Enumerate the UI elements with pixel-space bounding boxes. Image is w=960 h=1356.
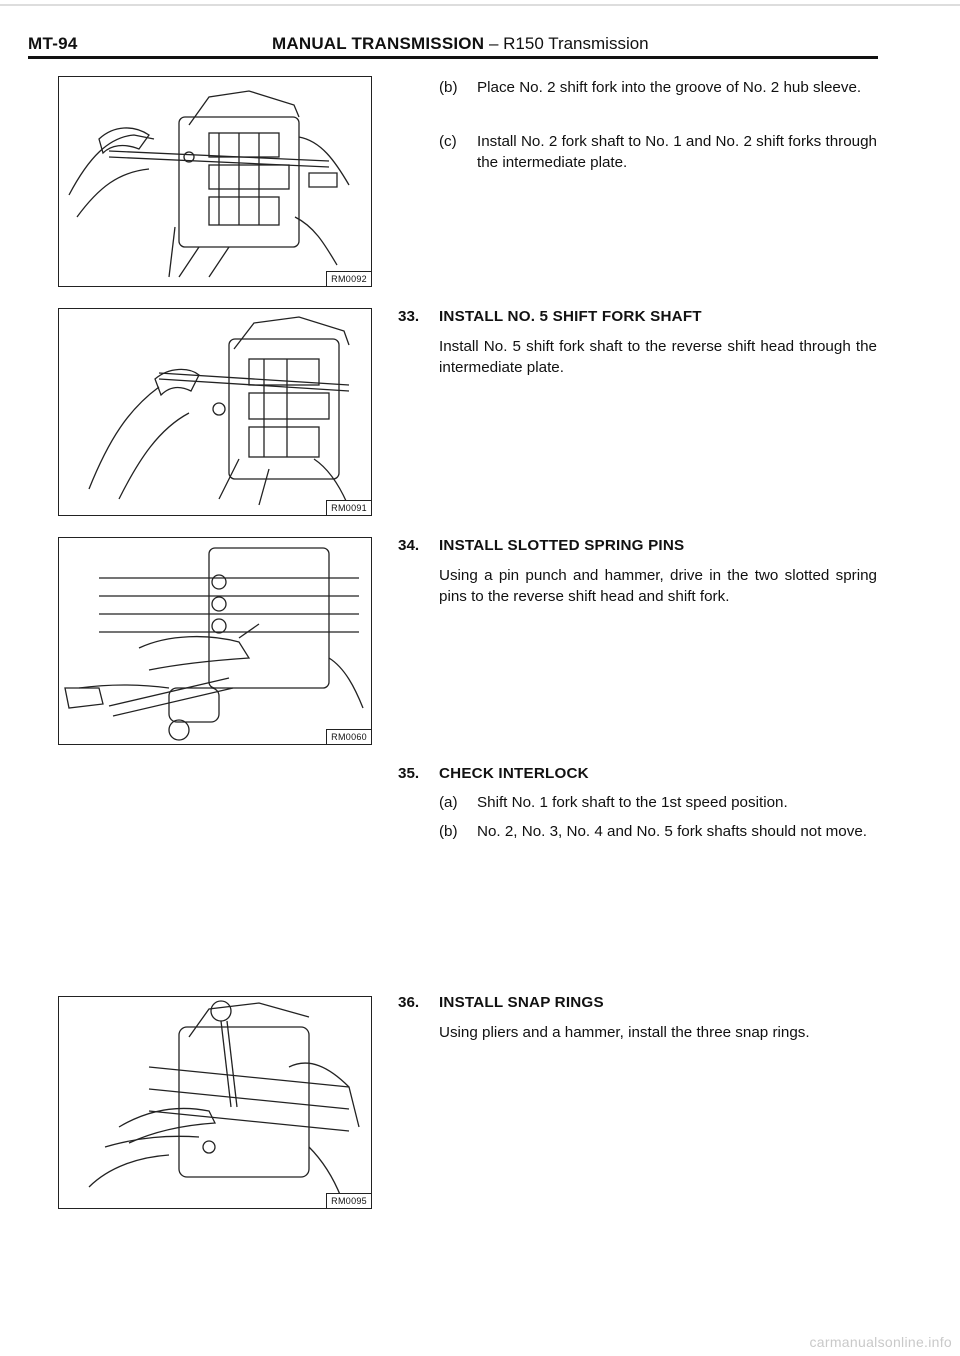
substep-text: Install No. 2 fork shaft to No. 1 and No. 2 shift forks through the intermediate plate. (477, 133, 877, 171)
figure-illustration (59, 309, 370, 514)
substep-letter: (b) (439, 79, 458, 96)
step-title: INSTALL SLOTTED SPRING PINS (439, 537, 685, 554)
step-title: CHECK INTERLOCK (439, 765, 589, 782)
continued-substeps (398, 77, 878, 197)
figure-pin-punch-hammer (58, 537, 372, 745)
page-header (28, 32, 878, 58)
header-rule (28, 56, 878, 59)
step-number: 33. (398, 308, 420, 325)
step-body: Using pliers and a hammer, install the three snap rings. (439, 1024, 810, 1041)
figure-code: RM0060 (326, 729, 371, 744)
figure-illustration (59, 538, 370, 743)
step-number: 35. (398, 765, 420, 782)
section-title (272, 34, 649, 54)
figure-illustration (59, 77, 370, 285)
step-34 (398, 535, 878, 615)
substep-text: Shift No. 1 fork shaft to the 1st speed position. (477, 794, 788, 811)
step-body: Using a pin punch and hammer, drive in the two slotted spring pins to the reverse shift head and shift fork. (439, 567, 877, 605)
step-33 (398, 306, 878, 386)
figure-no5-fork-shaft (58, 308, 372, 516)
step-number: 36. (398, 994, 420, 1011)
figure-pliers-hammer (58, 996, 372, 1209)
figure-illustration (59, 997, 370, 1207)
section-title-sub: – R150 Transmission (488, 34, 649, 53)
substep-letter: (b) (439, 823, 458, 840)
step-title: INSTALL SNAP RINGS (439, 994, 604, 1011)
step-title: INSTALL NO. 5 SHIFT FORK SHAFT (439, 308, 702, 325)
step-number: 34. (398, 537, 420, 554)
watermark: carmanualsonline.info (809, 1334, 952, 1350)
substep-letter: (c) (439, 133, 457, 150)
page-id: MT-94 (28, 34, 78, 53)
step-36 (398, 992, 878, 1052)
step-body: Install No. 5 shift fork shaft to the reverse shift head through the intermediate plate. (439, 338, 877, 376)
figure-code: RM0095 (326, 1193, 371, 1208)
figure-code: RM0092 (326, 271, 371, 286)
substep-text: Place No. 2 shift fork into the groove of No. 2 hub sleeve. (477, 79, 862, 96)
step-35 (398, 763, 878, 863)
figure-install-fork-shaft (58, 76, 372, 287)
scan-artifact-line (0, 4, 960, 6)
figure-code: RM0091 (326, 500, 371, 515)
section-title-main: MANUAL TRANSMISSION (272, 34, 485, 53)
substep-text: No. 2, No. 3, No. 4 and No. 5 fork shafts should not move. (477, 823, 868, 840)
substep-letter: (a) (439, 794, 458, 811)
